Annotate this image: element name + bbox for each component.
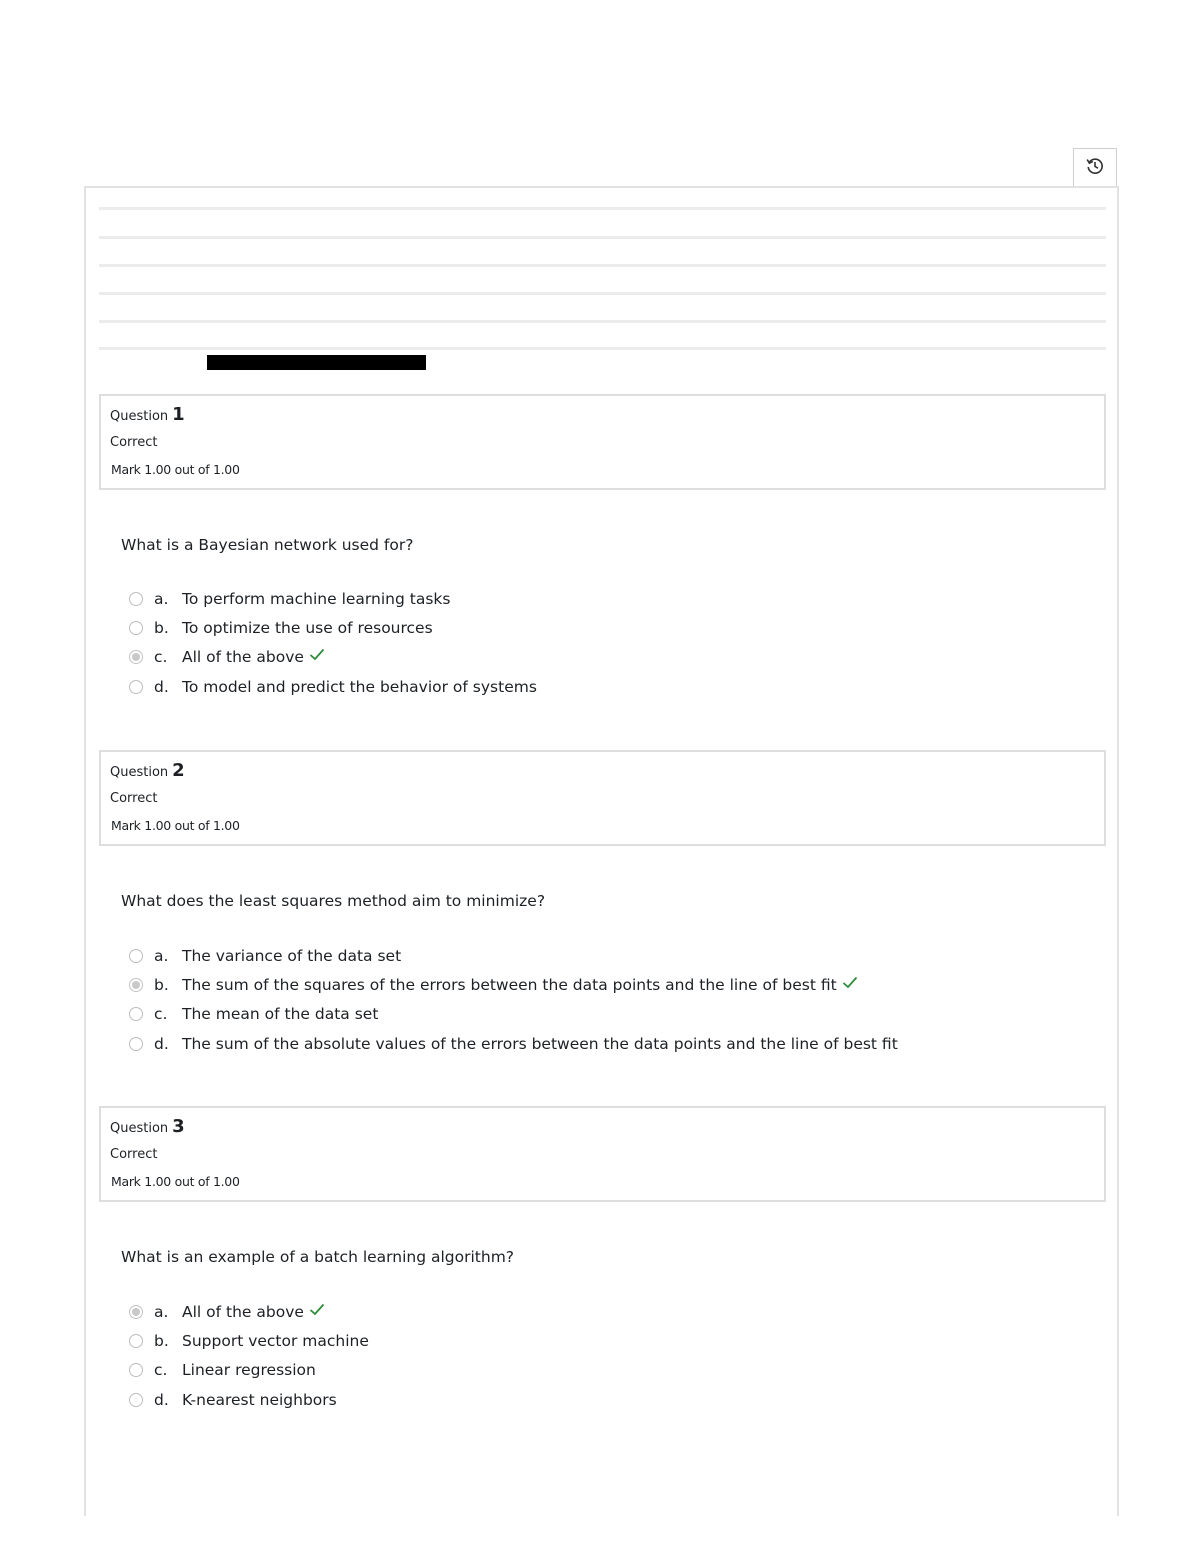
answer-text: Support vector machine [182,1331,369,1350]
answer-letter: b. [154,618,169,637]
answer-radio[interactable] [129,1393,143,1407]
question-text: What is an example of a batch learning algorithm? [121,1248,515,1266]
history-icon [1085,156,1105,180]
answer-text: To optimize the use of resources [182,618,433,637]
answer-text-wrap [182,1005,378,1023]
answer-text: All of the above [182,1302,304,1321]
answer-text: The variance of the data set [182,946,402,965]
summary-divider [99,292,1106,295]
answer-radio[interactable] [129,1037,143,1051]
question-heading [110,760,185,781]
answer-option[interactable] [129,643,304,672]
review-panel [84,186,1119,1516]
summary-divider [99,207,1106,210]
answer-radio[interactable] [129,621,143,635]
answer-option[interactable] [129,941,402,970]
answer-letter: c. [154,1005,168,1024]
answer-letter: c. [154,1361,168,1380]
answer-radio[interactable] [129,680,143,694]
answer-option[interactable] [129,613,433,642]
question-number: 3 [172,1116,185,1137]
answer-list [129,941,898,1058]
check-icon [842,975,858,993]
answer-letter: d. [154,1034,169,1053]
question-heading [110,1116,185,1137]
answer-option[interactable] [129,1029,898,1058]
question-label: Question [110,765,169,780]
answer-text: The mean of the data set [182,1005,379,1024]
answer-option[interactable] [129,1326,369,1355]
question-state: Correct [110,791,158,806]
answer-text: The sum of the squares of the errors between the data points and the line of best fit [182,975,837,994]
answer-radio[interactable] [129,1363,143,1377]
answer-text-wrap [182,1035,898,1053]
check-icon [309,647,325,665]
answer-text-wrap [182,1303,325,1321]
answer-text-wrap [182,1361,316,1379]
summary-divider [99,347,1106,350]
answer-text-wrap [182,648,325,666]
question-info [99,750,1106,846]
answer-text-wrap [182,947,401,965]
question-text: What is a Bayesian network used for? [121,536,414,554]
question-number: 1 [172,404,185,425]
answer-radio[interactable] [129,650,143,664]
answer-text-wrap [182,976,858,994]
question-state: Correct [110,435,158,450]
answer-text: The sum of the absolute values of the errors between the data points and the line of best fit [182,1034,898,1053]
answer-letter: c. [154,648,168,667]
summary-divider [99,264,1106,267]
answer-option[interactable] [129,1385,337,1414]
question-mark: Mark 1.00 out of 1.00 [111,818,240,833]
answer-text: To model and predict the behavior of systems [182,677,537,696]
answer-letter: b. [154,975,169,994]
answer-text-wrap [182,590,450,608]
answer-letter: a. [154,1302,169,1321]
question-label: Question [110,409,169,424]
answer-option[interactable] [129,1356,316,1385]
answer-text-wrap [182,678,537,696]
answer-option[interactable] [129,1000,379,1029]
answer-letter: a. [154,589,169,608]
question-label: Question [110,1121,169,1136]
answer-text: K-nearest neighbors [182,1390,337,1409]
check-icon [309,1302,325,1320]
answer-text: All of the above [182,648,304,667]
answer-radio[interactable] [129,978,143,992]
answer-letter: a. [154,946,169,965]
answer-option[interactable] [129,672,537,701]
question-info [99,1106,1106,1202]
answer-radio[interactable] [129,1305,143,1319]
answer-letter: d. [154,1390,169,1409]
history-button[interactable] [1073,148,1117,187]
answer-radio[interactable] [129,949,143,963]
question-text: What does the least squares method aim to minimize? [121,892,546,910]
answer-radio[interactable] [129,1334,143,1348]
answer-list [129,584,537,701]
answer-text: Linear regression [182,1361,316,1380]
summary-divider [99,320,1106,323]
answer-list [129,1297,369,1414]
question-info [99,394,1106,490]
answer-option[interactable] [129,1297,304,1326]
answer-text-wrap [182,619,433,637]
answer-radio[interactable] [129,592,143,606]
answer-letter: b. [154,1331,169,1350]
answer-radio[interactable] [129,1007,143,1021]
redacted-block [207,355,426,370]
question-number: 2 [172,760,185,781]
answer-text-wrap [182,1391,337,1409]
answer-option[interactable] [129,584,451,613]
question-mark: Mark 1.00 out of 1.00 [111,462,240,477]
question-heading [110,404,185,425]
answer-text-wrap [182,1332,369,1350]
summary-divider [99,236,1106,239]
answer-letter: d. [154,677,169,696]
answer-text: To perform machine learning tasks [182,589,451,608]
question-state: Correct [110,1147,158,1162]
question-mark: Mark 1.00 out of 1.00 [111,1174,240,1189]
answer-option[interactable] [129,970,837,999]
